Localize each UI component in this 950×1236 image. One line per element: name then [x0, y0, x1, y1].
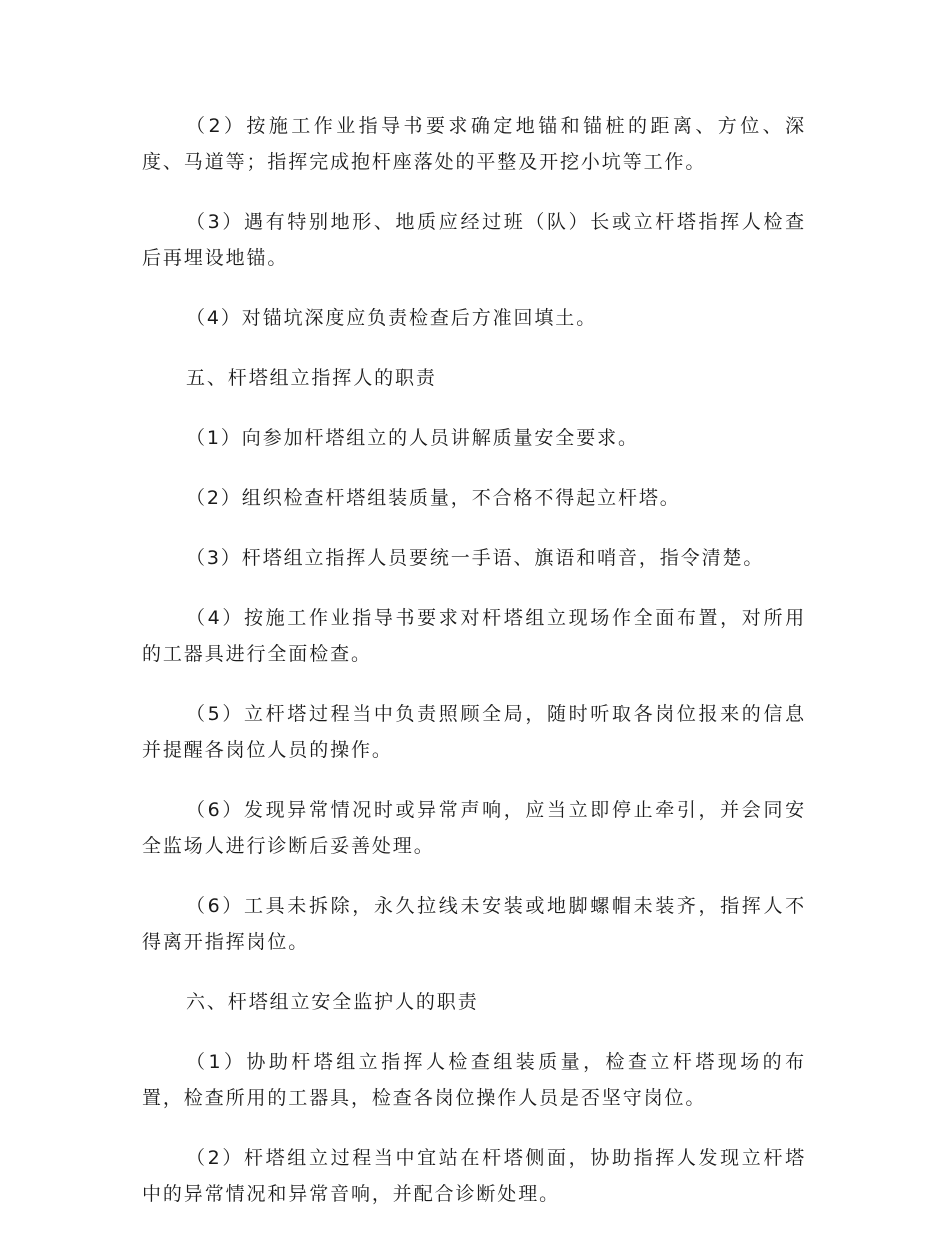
paragraph-anchor-pit-depth: （4）对锚坑深度应负责检查后方准回填土。 — [186, 307, 598, 329]
document-body — [142, 108, 806, 1236]
paragraph-site-layout: （4）按施工作业指导书要求对杆塔组立现场作全面布置，对所用的工器具进行全面检查。 — [142, 607, 806, 665]
paragraph-anchor-distance: （2）按施工作业指导书要求确定地锚和锚桩的距离、方位、深度、马道等；指挥完成抱杆座落处的平整及开挖小坑等工作。 — [142, 115, 806, 173]
paragraph-abnormal-stop: （6）发现异常情况时或异常声响，应当立即停止牵引，并会同安全监场人进行诊断后妥善处理。 — [142, 799, 806, 857]
paragraph-overall-control: （5）立杆塔过程当中负责照顾全局，随时听取各岗位报来的信息并提醒各岗位人员的操作。 — [142, 703, 806, 761]
paragraph-stand-at-side: （2）杆塔组立过程当中宜站在杆塔侧面，协助指挥人发现立杆塔中的异常情况和异常音响，并配合诊断处理。 — [142, 1147, 806, 1205]
paragraph-do-not-leave: （6）工具未拆除，永久拉线未安装或地脚螺帽未装齐，指挥人不得离开指挥岗位。 — [142, 895, 806, 953]
paragraph-assist-inspection: （1）协助杆塔组立指挥人检查组装质量，检查立杆塔现场的布置，检查所用的工器具，检查各岗位操作人员是否坚守岗位。 — [142, 1051, 806, 1109]
paragraph-unified-signals: （3）杆塔组立指挥人员要统一手语、旗语和哨音，指令清楚。 — [186, 547, 765, 569]
paragraph-explain-requirements: （1）向参加杆塔组立的人员讲解质量安全要求。 — [186, 427, 639, 449]
paragraph-special-terrain: （3）遇有特别地形、地质应经过班（队）长或立杆塔指挥人检查后再埋设地锚。 — [142, 211, 806, 269]
section-heading-commander: 五、杆塔组立指挥人的职责 — [186, 367, 437, 389]
paragraph-check-assembly: （2）组织检查杆塔组装质量，不合格不得起立杆塔。 — [186, 487, 681, 509]
section-heading-safety-supervisor: 六、杆塔组立安全监护人的职责 — [186, 991, 479, 1013]
